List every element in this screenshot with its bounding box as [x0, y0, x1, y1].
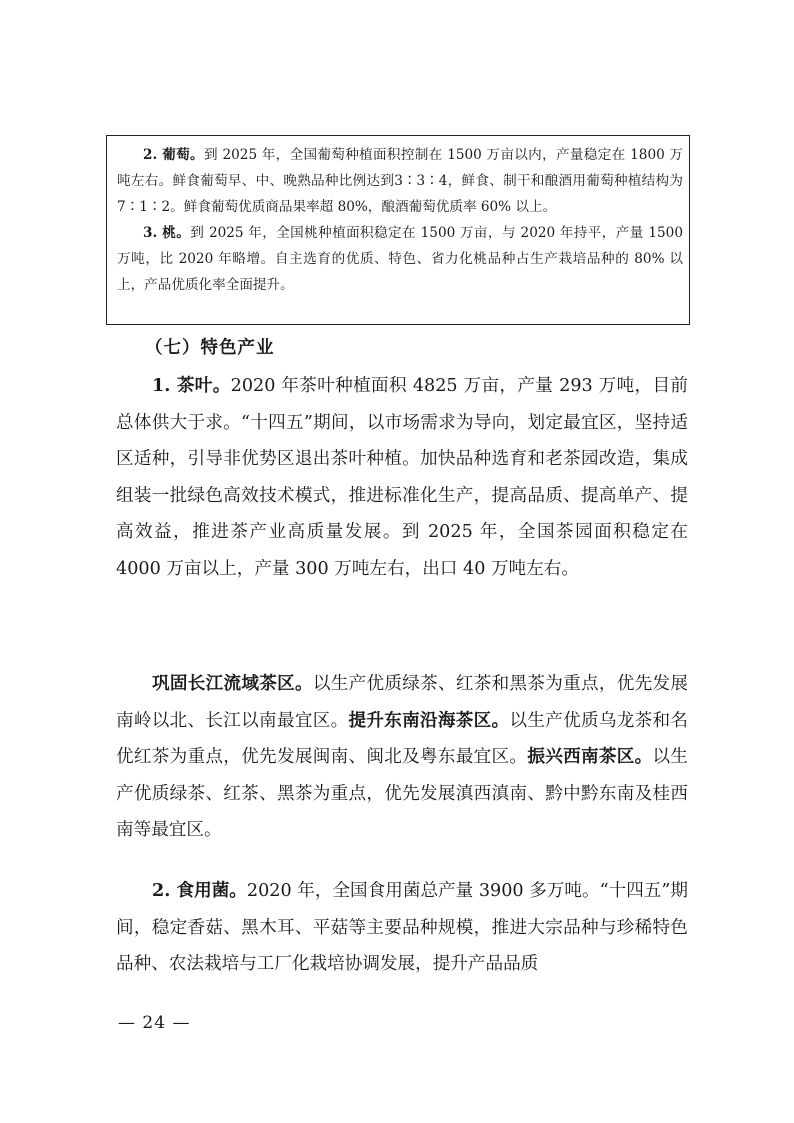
tea-paragraph — [116, 368, 688, 588]
tea-text: 2020 年茶叶种植面积 4825 万亩，产量 293 万吨，目前总体供大于求。“十四五”期间，以市场需求为导向，划定最宜区，坚持适区适种，引导非优势区退出茶叶种植。加快品种选育和老茶园改造，集成组装一批绿色高效技术模式，推进标准化生产，提高品质、提高单产、提高效益，推进茶产业高质量发展。到 2025 年，全国茶园面积稳定在 4000 万亩以上，产量 300 万吨左右，出口 40 万吨左右。 — [116, 376, 688, 579]
fungi-label: 2. 食用菌。 — [152, 880, 247, 901]
region-3-label: 振兴西南茶区。 — [527, 746, 653, 768]
fungi-text: 2020 年，全国食用菌总产量 3900 多万吨。“十四五”期间，稳定香菇、黑木耳、平菇等主要品种规模，推进大宗品种与珍稀特色品种、农法栽培与工厂化栽培协调发展，提升产品品质 — [116, 881, 688, 975]
page-number: — 24 — — [118, 1013, 191, 1033]
section-heading: （七）特色产业 — [145, 338, 275, 358]
fruit-targets-box — [106, 135, 690, 325]
region-2-label: 提升东南沿海茶区。 — [348, 709, 510, 731]
region-1-label: 巩固长江流域茶区。 — [152, 673, 313, 694]
grape-text: 到 2025 年，全国葡萄种植面积控制在 1500 万亩以内，产量稳定在 1800 万吨左右。鲜食葡萄早、中、晚熟品种比例达到3∶3∶4，鲜食、制干和酿酒用葡萄种植结构为 7∶1∶2。鲜食葡萄优质商品果率超 80%，酿酒葡萄优质率 60% 以上。 — [117, 147, 683, 215]
region-1-text: 以生产优质绿茶、红茶和黑茶为重点，优先发展南岭以北、长江以南最宜区。 — [116, 674, 688, 731]
grape-label: 2. 葡萄。 — [143, 147, 204, 163]
tea-label: 1. 茶叶。 — [152, 375, 231, 396]
region-3-text: 以生产优质绿茶、红茶、黑茶为重点，优先发展滇西滇南、黔中黔东南及桂西南等最宜区。 — [116, 747, 688, 841]
fungi-paragraph — [116, 873, 688, 983]
fungi-section — [116, 873, 688, 983]
peach-text: 到 2025 年，全国桃种植面积稳定在 1500 万亩，与 2020 年持平，产量 1500 万吨，比 2020 年略增。自主选育的优质、特色、省力化桃品种占生产栽培品种的 80% 以上，产品优质化率全面提升。 — [117, 225, 683, 293]
region-2-text: 以生产优质乌龙茶和名优红茶为重点，优先发展闽南、闽北及粤东最宜区。 — [116, 710, 688, 768]
tea-regions-paragraph — [116, 666, 688, 849]
peach-label: 3. 桃。 — [143, 225, 191, 241]
tea-regions-section — [116, 666, 688, 849]
grape-paragraph — [117, 142, 683, 220]
peach-paragraph — [117, 220, 683, 298]
tea-section — [116, 368, 688, 588]
